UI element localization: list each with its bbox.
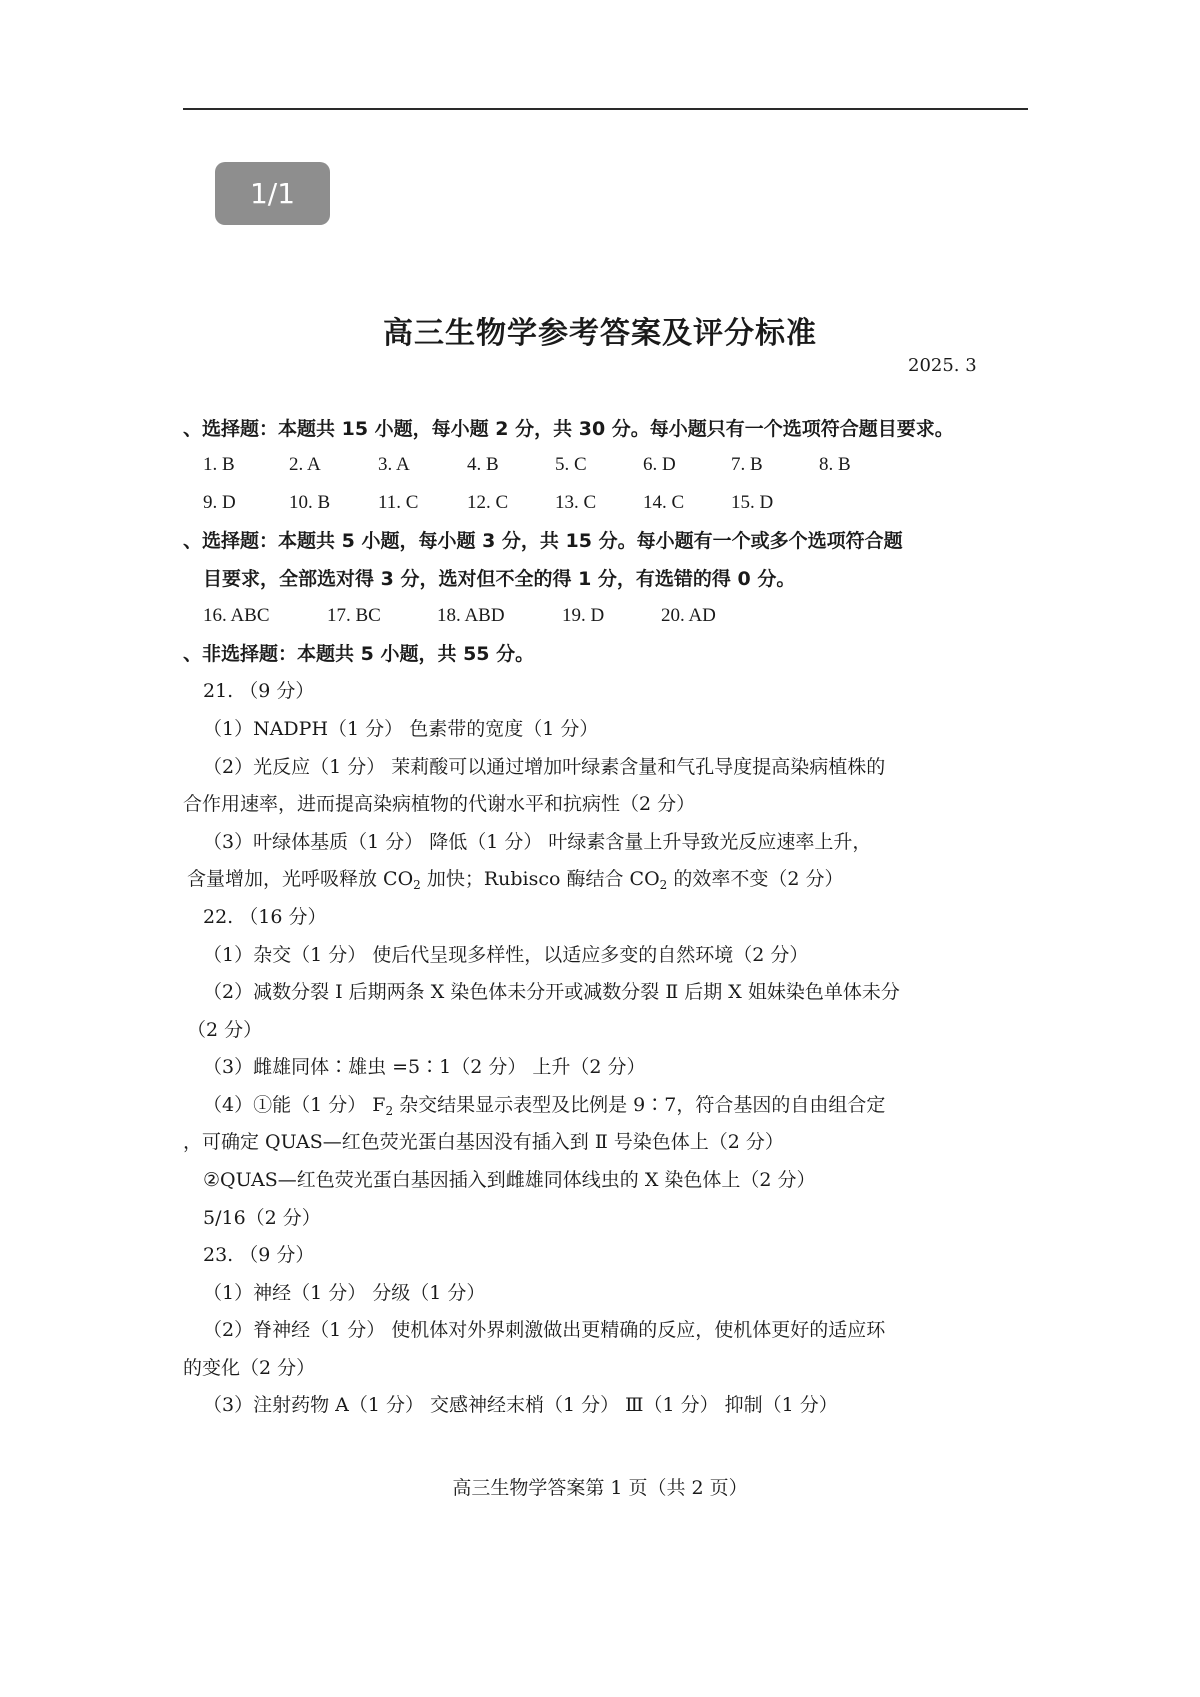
q22-part1: （1）杂交（1 分） 使后代呈现多样性，以适应多变的自然环境（2 分） (203, 944, 809, 966)
q22-part2-line1: （2）减数分裂 Ⅰ 后期两条 X 染色体未分开或减数分裂 Ⅱ 后期 X 姐妹染色单体未分 (203, 981, 900, 1003)
q22-part4-line4: 5/16（2 分） (203, 1207, 321, 1229)
answer-item: 13. C (555, 492, 597, 513)
answer-item: 11. C (378, 492, 419, 513)
answer-item: 5. C (555, 454, 587, 475)
q21-part3-line2: 含量增加，光呼吸释放 $CO_2$ 加快；Rubisco 酶结合 $CO_2$ 的效率不变（2 分） (187, 868, 844, 892)
answer-item: 8. B (819, 454, 851, 475)
answer-item: 16. ABC (203, 605, 270, 626)
q22-part4-line1: （4）①能（1 分） $F_2$ 杂交结果显示表型及比例是 9∶7，符合基因的自由组合定 (203, 1094, 886, 1118)
q21-part2-line1: （2）光反应（1 分） 茉莉酸可以通过增加叶绿素含量和气孔导度提高染病植株的 (203, 756, 886, 778)
document-date: 2025. 3 (908, 355, 977, 376)
answer-item: 12. C (467, 492, 509, 513)
q22-header: 22. （16 分） (203, 906, 327, 928)
answer-item: 9. D (203, 492, 236, 513)
page-indicator-badge[interactable]: 1/1 (215, 162, 330, 225)
answer-item: 6. D (643, 454, 676, 475)
q23-part3: （3）注射药物 A（1 分） 交感神经末梢（1 分） Ⅲ（1 分） 抑制（1 分） (203, 1394, 838, 1416)
q21-header: 21. （9 分） (203, 680, 315, 702)
section2-heading-line2: 目要求，全部选对得 3 分，选对但不全的得 1 分，有选错的得 0 分。 (203, 568, 796, 590)
q22-part4-line2: ，可确定 QUAS—红色荧光蛋白基因没有插入到 Ⅱ 号染色体上（2 分） (183, 1131, 784, 1153)
answer-item: 18. ABD (437, 605, 505, 626)
q22-part3: （3）雌雄同体∶雄虫 =5∶1（2 分） 上升（2 分） (203, 1056, 646, 1078)
section2-heading-line1: 、选择题：本题共 5 小题，每小题 3 分，共 15 分。每小题有一个或多个选项符合题 (183, 530, 903, 552)
page-footer: 高三生物学答案第 1 页（共 2 页） (452, 1477, 748, 1499)
q23-header: 23. （9 分） (203, 1244, 315, 1266)
answer-item: 1. B (203, 454, 235, 475)
page-title: 高三生物学参考答案及评分标准 (383, 316, 817, 351)
answer-item: 20. AD (661, 605, 716, 626)
answer-item: 7. B (731, 454, 763, 475)
q23-part2-line2: 的变化（2 分） (183, 1357, 316, 1379)
answer-item: 19. D (562, 605, 605, 626)
q21-part3-line1: （3）叶绿体基质（1 分） 降低（1 分） 叶绿素含量上升导致光反应速率上升， (203, 831, 872, 853)
answer-item: 10. B (289, 492, 331, 513)
q22-part2-line2: （2 分） (187, 1019, 263, 1041)
q23-part2-line1: （2）脊神经（1 分） 使机体对外界刺激做出更精确的反应，使机体更好的适应环 (203, 1319, 886, 1341)
answer-item: 15. D (731, 492, 774, 513)
q22-part4-line3: ②QUAS—红色荧光蛋白基因插入到雌雄同体线虫的 X 染色体上（2 分） (203, 1169, 816, 1191)
answer-item: 3. A (378, 454, 410, 475)
answer-item: 17. BC (327, 605, 381, 626)
section3-heading: 、非选择题：本题共 5 小题，共 55 分。 (183, 643, 535, 665)
q21-part2-line2: 合作用速率，进而提高染病植物的代谢水平和抗病性（2 分） (183, 793, 696, 815)
top-rule (183, 108, 1028, 110)
answer-item: 4. B (467, 454, 499, 475)
q23-part1: （1）神经（1 分） 分级（1 分） (203, 1282, 486, 1304)
answer-item: 2. A (289, 454, 321, 475)
section1-heading: 、选择题：本题共 15 小题，每小题 2 分，共 30 分。每小题只有一个选项符合题目要求。 (183, 418, 954, 440)
answer-item: 14. C (643, 492, 685, 513)
q21-part1: （1）NADPH（1 分） 色素带的宽度（1 分） (203, 718, 599, 740)
